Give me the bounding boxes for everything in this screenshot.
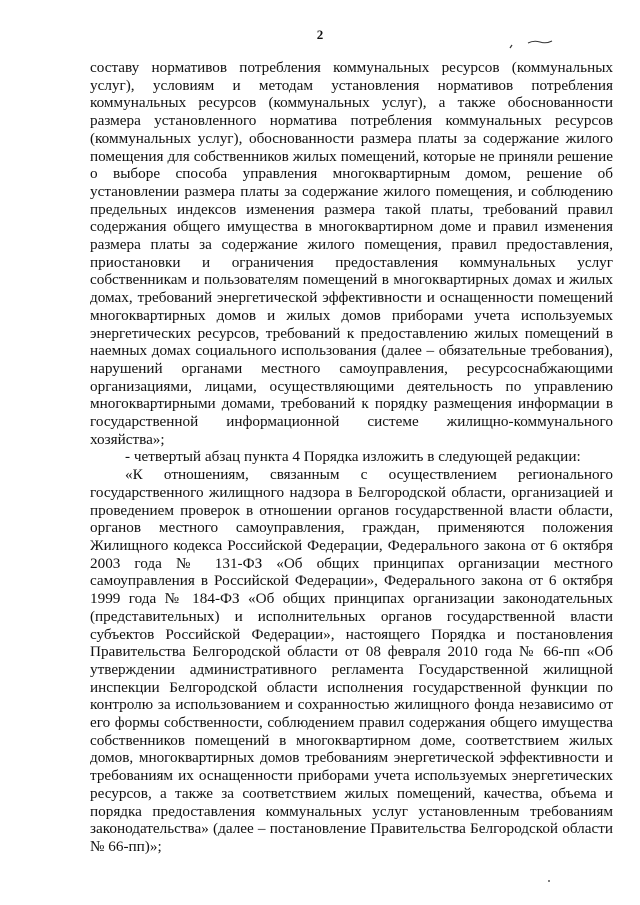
document-body	[90, 59, 613, 856]
page-number: 2	[316, 27, 324, 42]
paragraph-continuation: составу нормативов потребления коммунальных ресурсов (коммунальных услуг), условиям и методам установления нормативов потребления коммунальных ресурсов (коммунальных услуг), а также обоснованности размера установленного норматива потребления коммунальных ресурсов (коммунальных услуг), обоснованности размера платы за содержание жилого помещения для собственников жилых помещений, которые не приняли решение о выборе способа управления многоквартирным домом, решение об установлении размера платы за содержание жилого помещения, и соблюдению предельных индексов изменения размера такой платы, требований правил содержания общего имущества в многоквартирном доме и правил изменения размера платы за содержание жилого помещения, правил предоставления, приостановки и ограничения предоставления коммунальных услуг собственникам и пользователям помещений в многоквартирных домах и жилых домах, требований энергетической эффективности и оснащенности помещений многоквартирных домов и жилых домов приборами учета используемых энергетических ресурсов, требований к предоставлению жилых помещений в наемных домах социального использования (далее – обязательные требования), нарушений органами местного самоуправления, ресурсоснабжающими организациями, лицами, осуществляющими деятельность по управлению многоквартирными домами, требований к порядку размещения информации в государственной информационной системе жилищно-коммунального хозяйства»;	[90, 59, 613, 448]
paragraph-quoted-text: «К отношениям, связанным с осуществлением регионального государственного жилищного надзора в Белгородской области, организацией и проведением проверок в отношении органов государственной власти области, органов местного самоуправления, граждан, применяются положения Жилищного кодекса Российской Федерации, Федерального закона от 6 октября 2003 года № 131-ФЗ «Об общих принципах организации местного самоуправления в Российской Федерации», Федерального закона от 6 октября 1999 года № 184-ФЗ «Об общих принципах организации законодательных (представительных) и исполнительных органов государственной власти субъектов Российской Федерации», настоящего Порядка и постановления Правительства Белгородской области от 08 февраля 2010 года № 66-пп «Об утверждении административного регламента Государственной жилищной инспекции Белгородской области исполнения государственной функции по контролю за использованием и сохранностью жилищного фонда независимо от его формы собственности, соблюдением правил содержания общего имущества собственников помещений в многоквартирном доме, соответствием жилых домов, многоквартирных домов требованиям энергетической эффективности и требованиям их оснащенности приборами учета используемых энергетических ресурсов, а также за соответствием жилых помещений, качества, объема и порядка предоставления коммунальных услуг установленным требованиям законодательства» (далее – постановление Правительства Белгородской области № 66-пп)»;	[90, 466, 613, 855]
paragraph-amendment: - четвертый абзац пункта 4 Порядка изложить в следующей редакции:	[125, 448, 581, 466]
scan-speck	[548, 880, 550, 882]
handwritten-mark-icon	[508, 34, 554, 54]
